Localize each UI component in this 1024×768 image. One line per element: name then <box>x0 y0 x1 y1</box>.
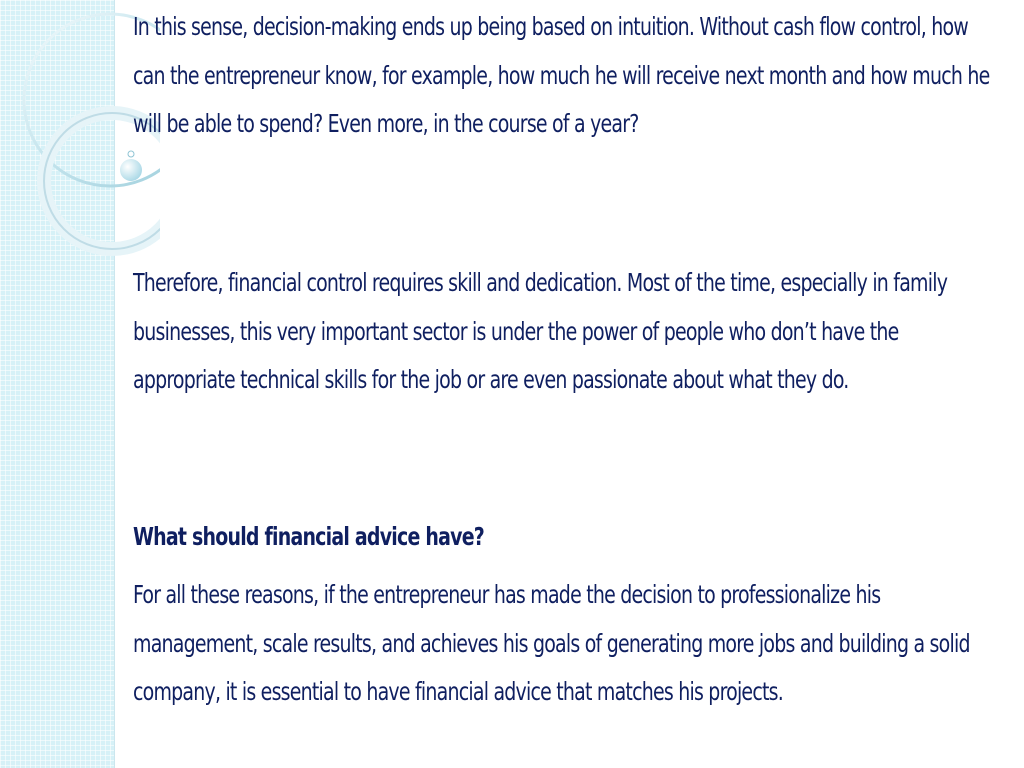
paragraph-intuition: In this sense, decision-making ends up being based on intuition. Without cash flow control, how can the entrepreneur know, for example, how much he will receive next month and how much he will be able to spend? Even more, in the course of a year? <box>133 12 990 138</box>
ring-dot <box>120 159 142 181</box>
paragraph-financial-advice: For all these reasons, if the entrepreneur has made the decision to professionalize his management, scale results, and achieves his goals of generating more jobs and building a solid company, it is essential to have financial advice that matches his projects. <box>133 580 970 706</box>
paragraph-financial-control: Therefore, financial control requires skill and dedication. Most of the time, especially in family businesses, this very important sector is under the power of people who don’t have the appropriate technical skills for the job or are even passionate about what they do. <box>133 268 948 394</box>
small-ring-dot <box>128 151 134 157</box>
section-heading: What should financial advice have? <box>133 522 485 551</box>
